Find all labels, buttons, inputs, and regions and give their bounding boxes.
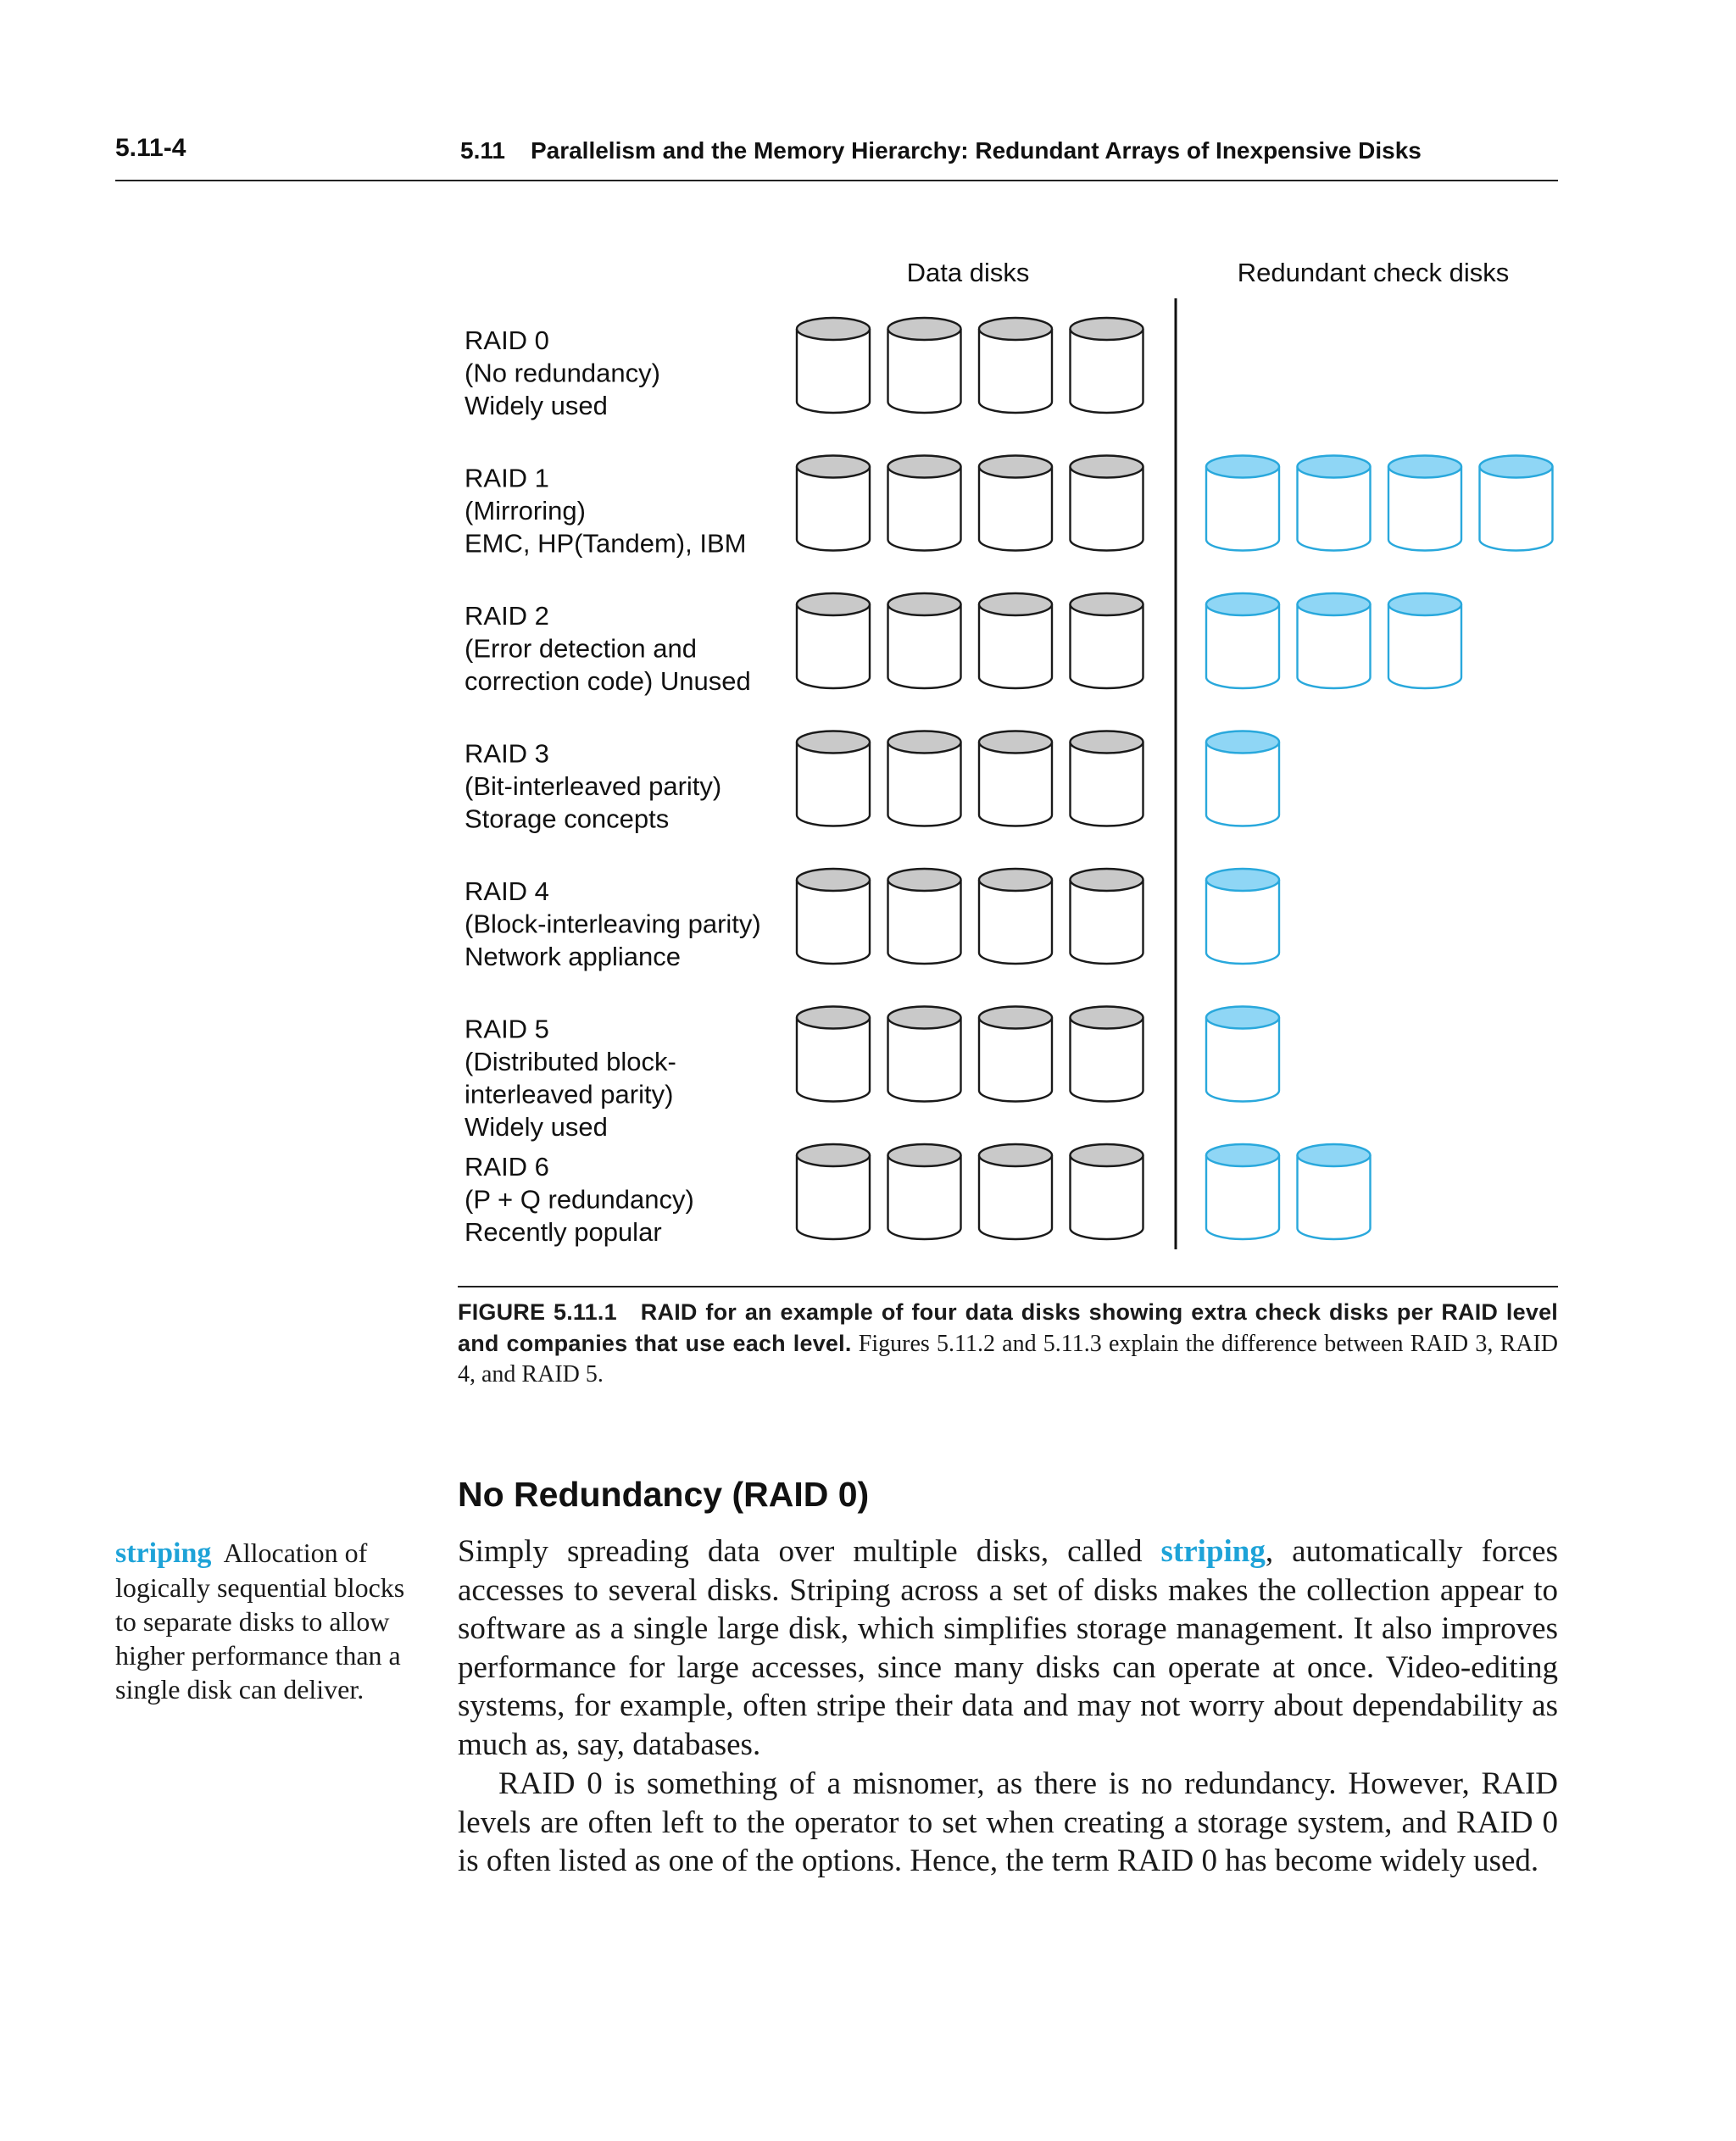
raid-row-0 [465, 318, 1143, 420]
raid-label-line: RAID 1 [465, 463, 549, 493]
body-paragraph-2: RAID 0 is something of a misnomer, as there is no redundancy. However, RAID levels are often left to the operator to set when creating a storage system, and RAID 0 is often listed as one of the options. Hence, the term RAID 0 has become widely used. [458, 1766, 1558, 1878]
page-number: 5.11-4 [115, 134, 186, 162]
glossary-term: striping [115, 1538, 212, 1569]
data-disk-icon [1071, 456, 1143, 551]
data-disk-icon [979, 1144, 1052, 1239]
raid-label-line: Widely used [465, 391, 608, 420]
raid-row-5 [465, 1007, 1279, 1143]
check-disk-icon [1298, 456, 1371, 551]
data-disk-icon [1071, 318, 1143, 413]
caption-text: Figures 5.11.2 and 5.11.3 explain the difference between RAID 3, RAID 4, and RAID 5. [458, 1331, 1558, 1387]
figure-caption [458, 1297, 1558, 1390]
paragraph-text: , automatically forces accesses to several disks. Striping across a set of disks makes the collection appear to software as a single large disk, which simplifies storage management. It also improves performance for large accesses, since many disks can operate at once. Video-editing systems, for example, often stripe their data and may not worry about dependability as much as, say, databases. [458, 1534, 1558, 1762]
raid-rows [465, 318, 1553, 1247]
caption-rule [458, 1286, 1558, 1287]
check-disk-icon [1206, 593, 1279, 688]
raid-row-6 [465, 1144, 1371, 1247]
check-disk-icon [1206, 869, 1279, 964]
data-disk-icon [1071, 1007, 1143, 1102]
data-disks-header: Data disks [906, 258, 1030, 287]
glossary-definition: Allocation of logically sequential blocks to separate disks to allow higher performance than a single disk can deliver. [115, 1538, 405, 1704]
check-disk-icon [1388, 456, 1461, 551]
data-disk-icon [979, 869, 1052, 964]
data-disk-icon [888, 1007, 961, 1102]
check-disk-icon [1206, 1007, 1279, 1102]
data-disk-icon [797, 1144, 870, 1239]
raid-row-2 [465, 593, 1461, 696]
data-disk-icon [979, 593, 1052, 688]
figure-label: FIGURE 5.11.1 [458, 1299, 617, 1325]
data-disk-icon [797, 731, 870, 826]
raid-label-line: (Mirroring) [465, 496, 586, 526]
keyword-striping: striping [1160, 1534, 1266, 1569]
raid-row-1 [465, 456, 1553, 559]
data-disk-icon [888, 456, 961, 551]
section-title: Parallelism and the Memory Hierarchy: Redundant Arrays of Inexpensive Disks [530, 137, 1422, 164]
paragraph-text: Simply spreading data over multiple disks, called [458, 1534, 1161, 1569]
data-disk-icon [1071, 731, 1143, 826]
raid-label-line: interleaved parity) [465, 1079, 674, 1109]
data-disk-icon [888, 593, 961, 688]
check-disks-header: Redundant check disks [1237, 258, 1510, 287]
raid-label-line: Widely used [465, 1112, 608, 1142]
raid-label-line: correction code) Unused [465, 666, 751, 696]
raid-label-line: Network appliance [465, 942, 682, 971]
raid-label-line: (No redundancy) [465, 358, 660, 388]
glossary-note [115, 1536, 419, 1706]
data-disk-icon [797, 318, 870, 413]
data-disk-icon [888, 731, 961, 826]
raid-label-line: RAID 0 [465, 325, 549, 355]
check-disk-icon [1298, 1144, 1371, 1239]
data-disk-icon [979, 731, 1052, 826]
data-disk-icon [888, 869, 961, 964]
raid-label-line: (P + Q redundancy) [465, 1184, 694, 1215]
data-disk-icon [1071, 1144, 1143, 1239]
data-disk-icon [888, 318, 961, 413]
data-disk-icon [797, 1007, 870, 1102]
check-disk-icon [1388, 593, 1461, 688]
section-number: 5.11 [460, 137, 505, 164]
raid-label-line: RAID 6 [465, 1152, 549, 1182]
check-disk-icon [1206, 1144, 1279, 1239]
data-disk-icon [888, 1144, 961, 1239]
data-disk-icon [1071, 593, 1143, 688]
raid-label-line: RAID 3 [465, 738, 549, 769]
data-disk-icon [797, 869, 870, 964]
raid-label-line: Storage concepts [465, 804, 670, 834]
raid-row-3 [465, 731, 1279, 834]
body-paragraph-1 [458, 1532, 1558, 1764]
data-disk-icon [979, 318, 1052, 413]
data-disk-icon [979, 456, 1052, 551]
raid-label-line: Recently popular [465, 1217, 662, 1247]
raid-label-line: (Block-interleaving parity) [465, 909, 761, 939]
data-disk-icon [797, 593, 870, 688]
raid-label-line: (Error detection and [465, 633, 697, 664]
raid-label-line: RAID 2 [465, 601, 549, 631]
check-disk-icon [1206, 456, 1279, 551]
raid-row-4 [465, 869, 1279, 971]
caption-bold-text: RAID for an example of four data disks showing extra check disks per RAID level and companies that use each level. [458, 1299, 1558, 1356]
check-disk-icon [1206, 731, 1279, 826]
raid-label-line: (Bit-interleaved parity) [465, 771, 722, 801]
check-disk-icon [1480, 456, 1553, 551]
data-disk-icon [979, 1007, 1052, 1102]
raid-label-line: RAID 4 [465, 876, 549, 906]
raid-label-line: RAID 5 [465, 1014, 549, 1044]
data-disk-icon [797, 456, 870, 551]
check-disk-icon [1298, 593, 1371, 688]
data-disk-icon [1071, 869, 1143, 964]
raid-label-line: EMC, HP(Tandem), IBM [465, 528, 747, 559]
raid-label-line: (Distributed block- [465, 1047, 676, 1076]
section-heading: No Redundancy (RAID 0) [458, 1475, 870, 1514]
